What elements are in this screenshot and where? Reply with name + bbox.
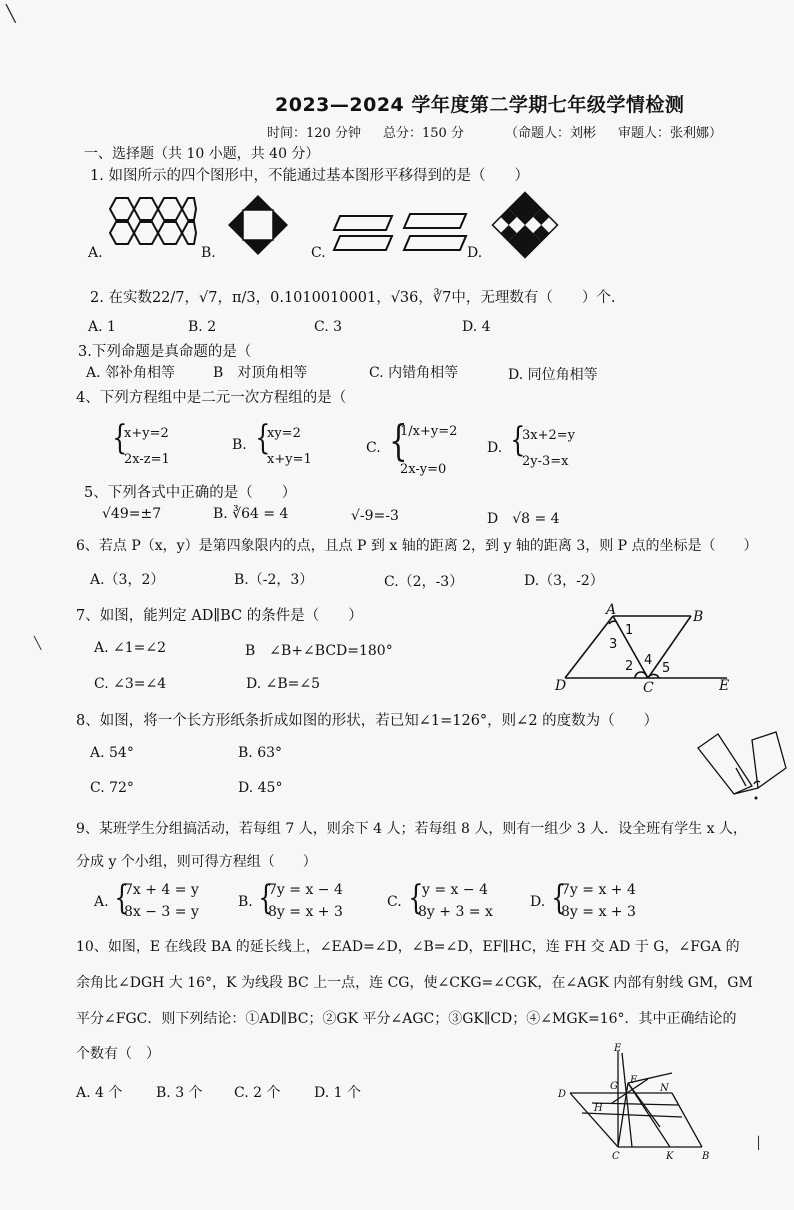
q1-option-d: D. (467, 245, 483, 261)
q9-c-eq2: 8y + 3 = x (418, 904, 493, 920)
q6-option-c: C.（2，-3） (384, 574, 464, 590)
q1-stem: 1. 如图所示的四个图形中，不能通过基本图形平移得到的是（ ） (90, 168, 529, 184)
q4-option-d-label: D. (487, 440, 503, 456)
q9-c-brace: { (408, 878, 424, 918)
q10-option-d: D. 1 个 (314, 1085, 361, 1101)
q3-option-a: A. 邻补角相等 (86, 365, 176, 381)
q7-angle-3: 3 (609, 637, 618, 652)
q10-label-k: K (666, 1151, 674, 1162)
q2-option-c: C. 3 (314, 319, 343, 335)
q10-stem-line4: 个数有（ ） (76, 1046, 160, 1062)
q4-option-c-label: C. (366, 440, 381, 456)
q7-angle-5: 5 (662, 661, 671, 676)
q8-stem: 8、如图，将一个长方形纸条折成如图的形状，若已知∠1=126°，则∠2 的度数为（ ） (76, 713, 659, 729)
exam-time: 时间：120 分钟 (267, 126, 361, 141)
q4-stem: 4、下列方程组中是二元一次方程组的是（ (76, 390, 347, 406)
q6-option-b: B.（-2，3） (234, 572, 314, 588)
q1-figure-c-parallelograms (330, 212, 470, 260)
q6-option-d: D.（3，-2） (524, 573, 604, 589)
q7-stem: 7、如图，能判定 AD∥BC 的条件是（ ） (76, 608, 363, 624)
q4-c-eq1: 1/x+y=2 (400, 424, 458, 439)
q9-b-eq2: 8y = x + 3 (268, 904, 343, 920)
q4-option-b-label: B. (232, 437, 247, 453)
q8-option-c: C. 72° (90, 780, 134, 796)
q6-option-a: A.（3，2） (90, 572, 165, 588)
q5-option-b: B. ∛64 = 4 (213, 506, 289, 522)
exam-reviewer: 审题人：张利娜） (618, 126, 723, 141)
q9-stem-line1: 9、某班学生分组搞活动，若每组 7 人，则余下 4 人；若每组 8 人，则有一组少 3 人．设全班有学生 x 人， (76, 821, 747, 837)
q5-stem: 5、下列各式中正确的是（ ） (84, 485, 297, 501)
q9-option-c-label: C. (387, 894, 402, 910)
q10-option-b: B. 3 个 (156, 1085, 203, 1101)
q10-label-h: H (594, 1103, 603, 1114)
q10-option-c: C. 2 个 (234, 1085, 281, 1101)
q3-option-d: D. 同位角相等 (508, 367, 598, 383)
q10-stem-line1: 10、如图，E 在线段 BA 的延长线上，∠EAD=∠D，∠B=∠D，EF∥HC，连 FH 交 AD 于 G，∠FGA 的 (76, 939, 740, 955)
q10-option-a: A. 4 个 (76, 1085, 123, 1101)
q8-option-a: A. 54° (90, 745, 134, 761)
q4-a-brace: { (112, 418, 128, 458)
q3-option-c: C. 内错角相等 (369, 365, 459, 381)
q9-d-brace: { (551, 878, 567, 918)
q9-b-eq1: 7y = x − 4 (268, 882, 343, 898)
q5-option-c: √-9=-3 (351, 508, 399, 524)
q4-b-eq1: xy=2 (267, 426, 301, 441)
q7-option-a: A. ∠1=∠2 (94, 640, 167, 656)
q7-label-e: E (719, 678, 730, 694)
q7-angle-2: 2 (625, 659, 634, 674)
q7-angle-1: 1 (625, 623, 634, 638)
q3-stem: 3.下列命题是真命题的是（ (78, 344, 252, 360)
q9-b-brace: { (258, 878, 274, 918)
section-heading: 一、选择题（共 10 小题，共 40 分） (84, 146, 320, 162)
q1-option-b: B. (201, 245, 216, 261)
q1-option-c: C. (311, 245, 326, 261)
q4-b-brace: { (255, 418, 271, 458)
q4-d-eq1: 3x+2=y (522, 428, 576, 443)
q5-option-d: D √8 = 4 (487, 511, 560, 527)
scan-mark: │ (755, 1136, 763, 1150)
q9-d-eq1: 7y = x + 4 (561, 882, 636, 898)
q10-figure (552, 1043, 722, 1161)
q7-label-d: D (555, 678, 567, 694)
q9-a-brace: { (114, 878, 130, 918)
q2-option-a: A. 1 (88, 319, 116, 335)
q10-stem-line3: 平分∠FGC．则下列结论：①AD∥BC；②GK 平分∠AGC；③GK∥CD；④∠MGK=16°．其中正确结论的 (76, 1011, 737, 1027)
q1-option-a: A. (88, 245, 103, 261)
q7-label-a: A (606, 602, 617, 618)
q1-figure-a-hexagons (108, 196, 198, 252)
scan-mark: ╲ (6, 4, 16, 23)
q10-stem-line2: 余角比∠DGH 大 16°，K 为线段 BC 上一点，连 CG，使∠CKG=∠CGK，在∠AGK 内部有射线 GM，GM (76, 975, 753, 991)
q9-a-eq2: 8x − 3 = y (124, 904, 199, 920)
q4-b-eq2: x+y=1 (267, 452, 312, 467)
q9-c-eq1: y = x − 4 (422, 882, 488, 898)
q10-label-e: E (614, 1043, 622, 1054)
q9-option-b-label: B. (238, 894, 253, 910)
q7-label-c: C (643, 680, 654, 696)
q8-folded-strip-figure (696, 728, 788, 802)
q10-label-g: G (610, 1081, 618, 1092)
q10-label-d: D (558, 1089, 567, 1100)
q9-option-a-label: A. (94, 894, 109, 910)
q9-option-d-label: D. (530, 894, 546, 910)
q10-label-c: C (612, 1151, 620, 1162)
q3-option-b: B 对顶角相等 (213, 365, 308, 381)
q6-stem: 6、若点 P（x，y）是第四象限内的点，且点 P 到 x 轴的距离 2，到 y 轴的距离 3，则 P 点的坐标是（ ） (76, 538, 758, 554)
q7-option-d: D. ∠B=∠5 (246, 676, 321, 692)
q1-figure-d-checker-diamond (492, 192, 558, 258)
q9-stem-line2: 分成 y 个小组，则可得方程组（ ） (76, 854, 317, 870)
q7-label-b: B (693, 609, 704, 625)
q4-a-eq1: x+y=2 (124, 426, 169, 441)
q7-option-b: B ∠B+∠BCD=180° (245, 643, 393, 659)
q8-option-d: D. 45° (238, 780, 283, 796)
q1-figure-b-diamond (226, 193, 290, 257)
q4-c-brace: { (389, 416, 408, 465)
q4-d-brace: { (510, 420, 526, 460)
scan-mark: ╲ (34, 636, 42, 650)
q7-figure (555, 602, 745, 694)
q10-label-f: F (630, 1075, 637, 1086)
q10-label-b: B (702, 1151, 710, 1162)
q4-a-eq2: 2x-z=1 (124, 452, 170, 467)
q7-angle-4: 4 (644, 653, 653, 668)
exam-author: （命题人：刘彬 (505, 126, 597, 141)
q4-d-eq2: 2y-3=x (522, 454, 569, 469)
q2-option-d: D. 4 (462, 319, 491, 335)
q4-c-eq2: 2x-y=0 (400, 462, 447, 477)
q9-d-eq2: 8y = x + 3 (561, 904, 636, 920)
exam-score: 总分：150 分 (383, 126, 464, 141)
q10-label-n: N (660, 1083, 669, 1094)
page-title: 2023—2024 学年度第二学期七年级学情检测 (275, 94, 685, 116)
q7-option-c: C. ∠3=∠4 (94, 676, 167, 692)
q2-stem: 2. 在实数22/7，√7，π/3，0.1010010001，√36，∛7中，无理数有（ ）个. (90, 290, 616, 306)
q9-a-eq1: 7x + 4 = y (124, 882, 199, 898)
q2-option-b: B. 2 (188, 319, 217, 335)
q8-option-b: B. 63° (238, 745, 283, 761)
q5-option-a: √49=±7 (102, 506, 162, 522)
